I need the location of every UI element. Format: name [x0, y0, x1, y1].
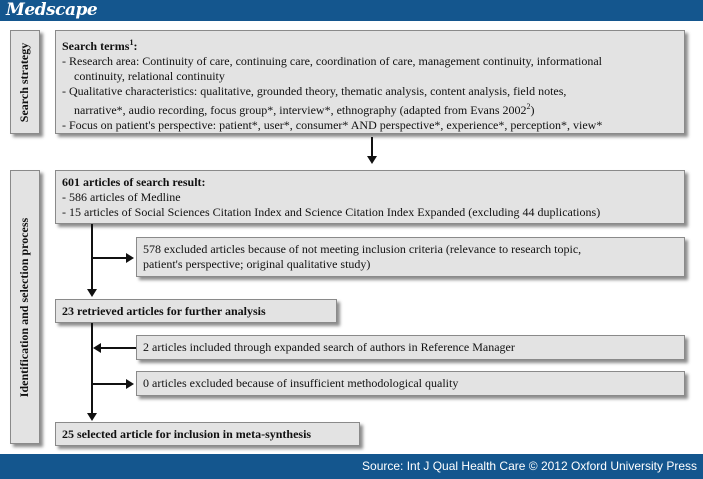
final-selection-text: 25 selected article for inclusion in meta-synthesis — [62, 427, 312, 441]
retrieved-articles-box — [55, 299, 337, 323]
selection-process-label: Identification and selection process — [17, 217, 32, 397]
ssci-count: - 15 articles of Social Sciences Citation Index and Science Citation Index Expanded (excluding 44 duplications) — [62, 205, 601, 219]
arrow-to-quality — [92, 383, 127, 385]
included-articles-box — [136, 335, 685, 360]
search-term-research-area-cont: continuity, relational continuity — [74, 69, 225, 83]
arrow-retrieved-to-final — [91, 323, 93, 414]
search-term-patient-perspective: - Focus on patient's perspective: patient*, user*, consumer* AND perspective*, experience*, perception*, view* — [62, 118, 603, 132]
evans-footnote: 2 — [526, 102, 531, 111]
retrieved-articles-text: 23 retrieved articles for further analysis — [62, 304, 266, 318]
excluded-line-2: patient's perspective; original qualitative study) — [143, 257, 371, 271]
arrow-search-to-results — [371, 137, 373, 157]
arrow-head-down — [87, 413, 97, 421]
medline-count: - 586 articles of Medline — [62, 190, 181, 204]
search-term-qualitative: - Qualitative characteristics: qualitative, grounded theory, thematic analysis, content analysis, field notes, — [62, 84, 567, 98]
footer-bar — [0, 454, 703, 479]
arrow-head-right — [126, 379, 134, 389]
search-results-box — [55, 170, 685, 224]
arrow-head-down — [87, 289, 97, 297]
header-bar — [0, 0, 703, 21]
arrow-head-down — [367, 156, 377, 164]
search-strategy-label: Search strategy — [17, 42, 32, 122]
included-articles-text: 2 articles included through expanded search of authors in Reference Manager — [143, 340, 515, 354]
final-selection-box — [55, 422, 360, 446]
search-term-research-area: - Research area: Continuity of care, continuing care, coordination of care, management continuity, informational — [62, 54, 603, 68]
source-citation: Source: Int J Qual Health Care © 2012 Oxford University Press — [362, 459, 697, 473]
arrow-from-included — [100, 347, 136, 349]
excluded-articles-box — [136, 237, 685, 277]
search-terms-title: Search terms — [62, 39, 130, 53]
evans-close: ) — [530, 103, 535, 117]
quality-excluded-text: 0 articles excluded because of insufficient methodological quality — [143, 376, 459, 390]
medscape-logo[interactable]: Medscape — [6, 0, 98, 20]
excluded-line-1: 578 excluded articles because of not meeting inclusion criteria (relevance to research topic, — [143, 242, 582, 256]
arrow-head-right — [126, 253, 134, 263]
arrow-to-excluded — [92, 257, 127, 259]
search-terms-colon: : — [133, 39, 138, 53]
search-strategy-label-box — [10, 30, 40, 134]
search-terms-box — [55, 30, 685, 134]
quality-excluded-box — [136, 371, 685, 396]
arrow-head-left — [93, 343, 101, 353]
search-results-title: 601 articles of search result: — [62, 175, 206, 189]
search-term-qualitative-cont: narrative*, audio recording, focus group*, interview*, ethnography (adapted from Evans 2002 — [74, 103, 527, 117]
search-terms-footnote: 1 — [129, 38, 134, 47]
selection-process-label-box — [10, 170, 40, 444]
